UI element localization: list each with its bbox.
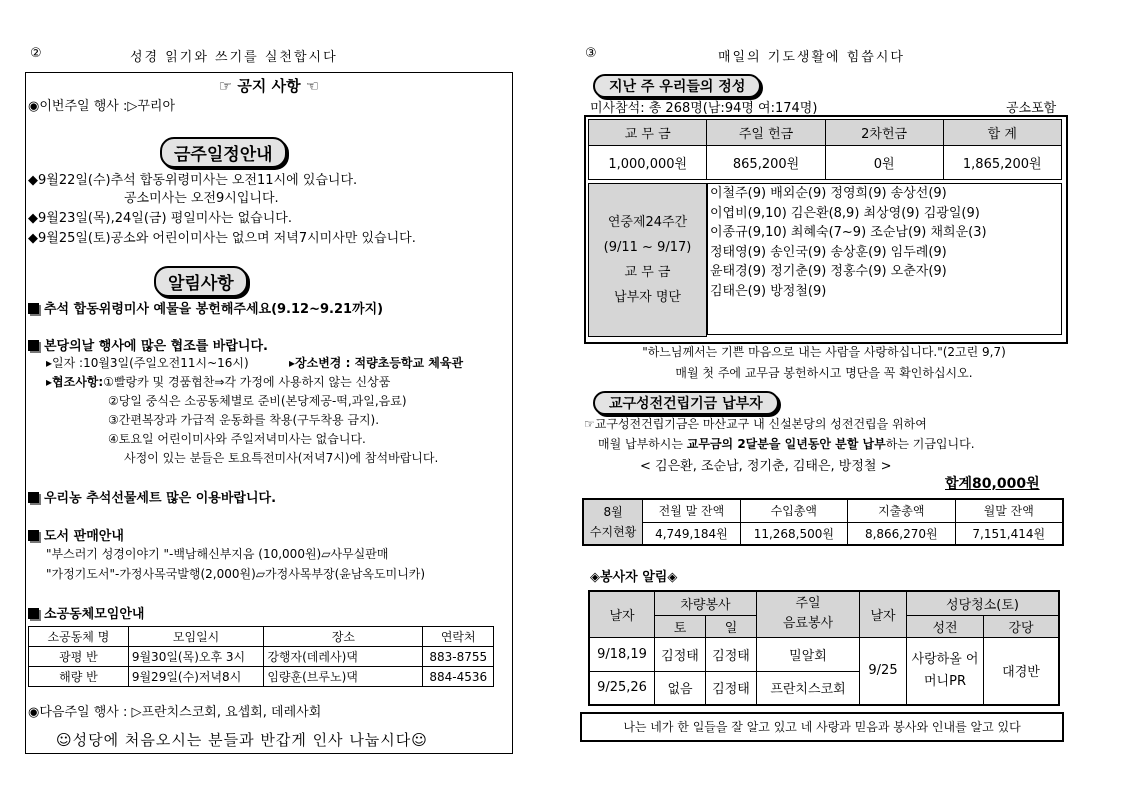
cell: 11,268,500원 [740, 522, 847, 545]
tithe-names-line: 이엽비(9,10) 김은환(8,9) 최상영(9) 김광일(9) [710, 205, 980, 221]
building-desc: ☞교구성전건립기금은 마산교구 내 신설본당의 성전건립을 위하여 [584, 417, 927, 431]
cell: 9/25,26 [589, 671, 655, 705]
col-header: 주일 헌금 [707, 120, 825, 146]
col-header: 소공동체 명 [29, 627, 129, 647]
cell: 광평 반 [29, 647, 129, 667]
offering-box [584, 115, 1068, 344]
col-header: 차량봉사 [655, 591, 757, 615]
col-header: 일 [706, 615, 757, 637]
cell: 0원 [825, 146, 943, 180]
schedule-line-3: ◆9월23일(목),24일(금) 평일미사는 없습니다. [28, 211, 292, 226]
book-1: "부스러기 성경이야기 "-백남해신부지음 (10,000원)▱사무실판매 [46, 547, 389, 561]
news2-item-2: ②당일 중식은 소공동체별로 준비(본당제공-떡,과일,음료) [108, 394, 407, 408]
news2-item-3: ③간편복장과 가급적 운동화를 착용(구두착용 금지). [108, 413, 380, 427]
tithe-side-line: (9/11 ~ 9/17) [603, 240, 692, 255]
cell: 김정태 [655, 637, 706, 671]
news-item-5: 소공동체모임안내 [28, 603, 144, 622]
right-page-number: ③ [585, 46, 597, 61]
cell: 밀알회 [757, 637, 860, 671]
this-week-event: ◉이번주일 행사 :▷꾸리아 [28, 99, 176, 114]
welcome-text: ☺성당에 처음오시는 분들과 반갑게 인사 나눕시다☺ [56, 731, 428, 749]
cell: 해량 반 [29, 667, 129, 687]
table-row [589, 146, 1062, 180]
cell: 김정태 [706, 671, 757, 705]
offering-title-wrap [593, 74, 761, 98]
left-page-number: ② [30, 46, 42, 61]
next-week-event: ◉다음주일 행사 : ▷프란치스코회, 요셉회, 데레사회 [28, 705, 322, 720]
col-header: 날자 [589, 591, 655, 637]
volunteer-title: ◈봉사자 알림◈ [590, 570, 678, 585]
attendance-note: 공소포함 [1006, 101, 1057, 116]
cell: 9/25 [860, 637, 907, 705]
col-header: 연락처 [423, 627, 494, 647]
square-bullet-icon [28, 608, 39, 619]
schedule-title: 금주일정안내 [160, 137, 287, 168]
cell: 7,151,414원 [955, 522, 1063, 545]
square-bullet-icon [28, 340, 39, 351]
attendance: 미사참석: 총 268명(남:94명 여:174명) [590, 101, 818, 116]
col-header: 교 무 금 [589, 120, 707, 146]
offering-table [588, 119, 1062, 180]
finance-label: 8월 수지현황 [583, 499, 643, 545]
cell: 9월30일(목)오후 3시 [128, 647, 264, 667]
tithe-side-line: 교 무 금 [624, 265, 671, 280]
cell: 대경반 [984, 637, 1060, 705]
square-bullet-icon [28, 530, 39, 541]
schedule-line-1: ◆9월22일(수)추석 합동위령미사는 오전11시에 있습니다. [28, 173, 358, 188]
schedule-title-wrap [160, 137, 287, 168]
news2-place: ▸장소변경 : 적량초등학교 체육관 [289, 356, 464, 370]
cell: 1,865,200원 [943, 146, 1061, 180]
col-header: 토 [655, 615, 706, 637]
col-header: 성전 [907, 615, 984, 637]
tithe-side-line: 납부자 명단 [614, 290, 681, 305]
cell: 임량훈(브루노)댁 [264, 667, 423, 687]
schedule-line-2: 공소미사는 오전9시입니다. [124, 191, 279, 206]
book-2: "가정기도서"-가정사목국발행(2,000원)▱가정사목부장(윤남옥도미니카) [46, 567, 426, 581]
table-row [583, 522, 1063, 545]
left-frame [25, 72, 513, 754]
news-item-2: 본당의날 행사에 많은 협조를 바랍니다. [28, 335, 268, 354]
news-item-3: 우리농 추석선물세트 많은 이용바랍니다. [28, 487, 276, 506]
tithe-side-line: 연중제24주간 [607, 215, 688, 230]
left-page-title: 성경 읽기와 쓰기를 실천합시다 [130, 50, 338, 65]
table-row [29, 647, 494, 667]
news2-date: ▸일자 :10월3일(주일오전11시~16시) [46, 356, 249, 370]
cell: 9월29일(수)저녁8시 [128, 667, 264, 687]
quote-2: 매월 첫 주에 교무금 봉헌하시고 명단을 꼭 확인하십시오. [675, 366, 973, 380]
tithe-side [588, 183, 707, 337]
col-header: 성당청소(토) [907, 591, 1060, 615]
building-total: 합계80,000원 [945, 476, 1040, 492]
tithe-names-line: 이종규(9,10) 최혜숙(7~9) 조순남(9) 채희운(3) [710, 225, 987, 240]
col-header: 합 계 [943, 120, 1061, 146]
cell: 883-8755 [423, 647, 494, 667]
quote: "하느님께서는 기쁜 마음으로 내는 사람을 사랑하십니다."(2고린 9,7) [642, 345, 1006, 359]
finance-table [582, 498, 1064, 546]
cell: 프란치스코회 [757, 671, 860, 705]
news-title-wrap [154, 266, 248, 297]
news-title: 알림사항 [154, 266, 248, 297]
col-header: 주일 음료봉사 [757, 591, 860, 637]
news2-item-4: ④토요일 어린이미사와 주일저녁미사는 없습니다. [108, 432, 366, 446]
table-row [29, 667, 494, 687]
tithe-names-line: 윤태경(9) 정기춘(9) 정홍수(9) 오춘자(9) [710, 264, 947, 279]
building-title: 교구성전건립기금 납부자 [593, 391, 779, 415]
community-table [28, 626, 494, 687]
col-header: 월말 잔액 [955, 499, 1063, 522]
tithe-names-line: 정태영(9) 송인국(9) 송상훈(9) 임두례(9) [710, 244, 947, 260]
col-header: 전월 말 잔액 [643, 499, 740, 522]
cell: 김정태 [706, 637, 757, 671]
news-item-4: 도서 판매안내 [28, 525, 124, 544]
col-header: 날자 [860, 591, 907, 637]
col-header: 장소 [264, 627, 423, 647]
building-title-wrap [593, 391, 779, 415]
cell: 1,000,000원 [589, 146, 707, 180]
col-header: 2차헌금 [825, 120, 943, 146]
cell: 865,200원 [707, 146, 825, 180]
right-page-title: 매일의 기도생활에 힘씁시다 [718, 50, 905, 65]
cell: 사랑하올 어머니PR [907, 637, 984, 705]
cell: 강행자(데레사)댁 [264, 647, 423, 667]
footer-verse: 나는 네가 한 일들을 잘 알고 있고 네 사랑과 믿음과 봉사와 인내를 알고 있다 [580, 712, 1064, 742]
schedule-line-4: ◆9월25일(토)공소와 어린이미사는 없으며 저녁7시미사만 있습니다. [28, 231, 416, 246]
tithe-names-line: 김태은(9) 방정철(9) [710, 283, 827, 299]
volunteer-table [588, 590, 1060, 706]
col-header: 지출총액 [848, 499, 955, 522]
cell: 884-4536 [423, 667, 494, 687]
cell: 4,749,184원 [643, 522, 740, 545]
tithe-names-line: 이철주(9) 배외순(9) 정영희(9) 송상선(9) [710, 186, 947, 201]
table-row [589, 637, 1059, 671]
cell: 없음 [655, 671, 706, 705]
tithe-names [707, 183, 1062, 335]
square-bullet-icon [28, 303, 39, 314]
notice-title: ☞ 공지 사항 ☜ [218, 77, 320, 95]
cell: 8,866,270원 [848, 522, 955, 545]
cell: 9/18,19 [589, 637, 655, 671]
news2-help: ▸협조사항:①빨랑카 및 경품협찬⇒각 가정에 사용하지 않는 신상품 [46, 375, 391, 389]
col-header: 모임일시 [128, 627, 264, 647]
col-header: 강당 [984, 615, 1060, 637]
building-names: < 김은환, 조순남, 정기춘, 김태은, 방정철 > [640, 459, 892, 474]
building-desc-2: 매월 납부하시는 교무금의 2달분을 일년동안 분할 납부하는 기금입니다. [598, 437, 975, 451]
offering-title: 지난 주 우리들의 정성 [593, 74, 761, 98]
square-bullet-icon [28, 492, 39, 503]
news-item-1: 추석 합동위령미사 예물을 봉헌해주세요(9.12~9.21까지) [28, 298, 383, 317]
news2-item-5: 사정이 있는 분들은 토요특전미사(저녁7시)에 참석바랍니다. [124, 451, 439, 465]
col-header: 수입총액 [740, 499, 847, 522]
